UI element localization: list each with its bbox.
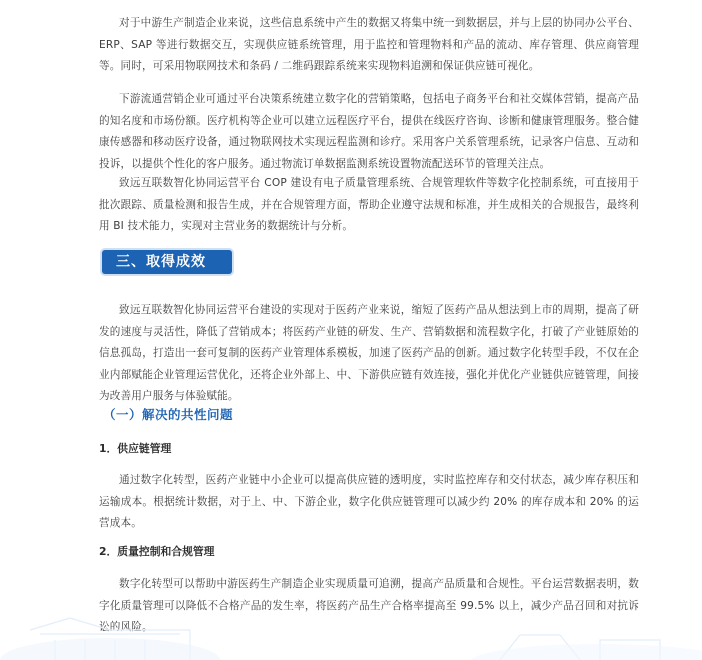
paragraph-supply-chain: 通过数字化转型，医药产业链中小企业可以提高供应链的透明度，实时监控库存和交付状态，减少库存积压和运输成本。根据统计数据，对于上、中、下游企业，数字化供应链管理可以减少约 20% 的库存成本和 20% 的运营成本。 [99, 474, 639, 529]
section-banner [102, 250, 232, 274]
section-title: 三、取得成效 [116, 254, 206, 270]
paragraph-quality-compliance: 数字化转型可以帮助中游医药生产制造企业实现质量可追溯，提高产品质量和合规性。平台运营数据表明，数字化质量管理可以降低不合格产品的发生率，将医药产品生产合格率提高至 99.5% 以上，减少产品召回和对抗诉讼的风险。 [99, 578, 639, 633]
subsection-title: （一）解决的共性问题 [103, 407, 234, 422]
paragraph-cop-quality-system: 致远互联数智化协同运营平台 COP 建设有电子质量管理系统、合规管理软件等数字化控制系统，可直接用于批次跟踪、质量检测和报告生成，并在合规管理方面，帮助企业遵守法规和标准，并生成相关的合规报告，最终利用 BI 技术能力，实现对主营业务的数据统计与分析。 [99, 177, 639, 232]
paragraph-downstream-marketing: 下游流通营销企业可通过平台决策系统建立数字化的营销策略，包括电子商务平台和社交媒体营销，提高产品的知名度和市场份额。医疗机构等企业可以建立远程医疗平台，提供在线医疗咨询、诊断和健康管理服务。整合健康传感器和移动医疗设备，通过物联网技术实现远程监测和诊疗。采用客户关系管理系统，记录客户信息、互动和投诉，以提供个性化的客户服务。通过物流订单数据监测系统设置物流配送环节的管理关注点。 [99, 93, 639, 170]
item-heading-quality-compliance: 2．质量控制和合规管理 [99, 545, 215, 558]
paragraph-midstream-manufacturing: 对于中游生产制造企业来说，这些信息系统中产生的数据又将集中统一到数据层，并与上层的协同办公平台、ERP、SAP 等进行数据交互，实现供应链系统管理，用于监控和管理物料和产品的流动、库存管理、供应商管理等。同时，可采用物联网技术和条码 / 二维码跟踪系统来实现物料追溯和保证供应链可视化。 [99, 17, 639, 72]
paragraph-results-intro: 致远互联数智化协同运营平台建设的实现对于医药产业来说，缩短了医药产品从想法到上市的周期，提高了研发的速度与灵活性，降低了营销成本；将医药产业链的研发、生产、营销数据和流程数字化，打破了产业链原始的信息孤岛，打造出一套可复制的医药产业管理体系模板，加速了医药产品的创新。通过数字化转型手段，不仅在企业内部赋能企业管理运营优化，还将企业外部上、中、下游供应链有效连接，强化并优化产业链供应链管理，间接为改善用户服务与体验赋能。 [99, 304, 639, 402]
item-heading-supply-chain: 1．供应链管理 [99, 442, 172, 455]
